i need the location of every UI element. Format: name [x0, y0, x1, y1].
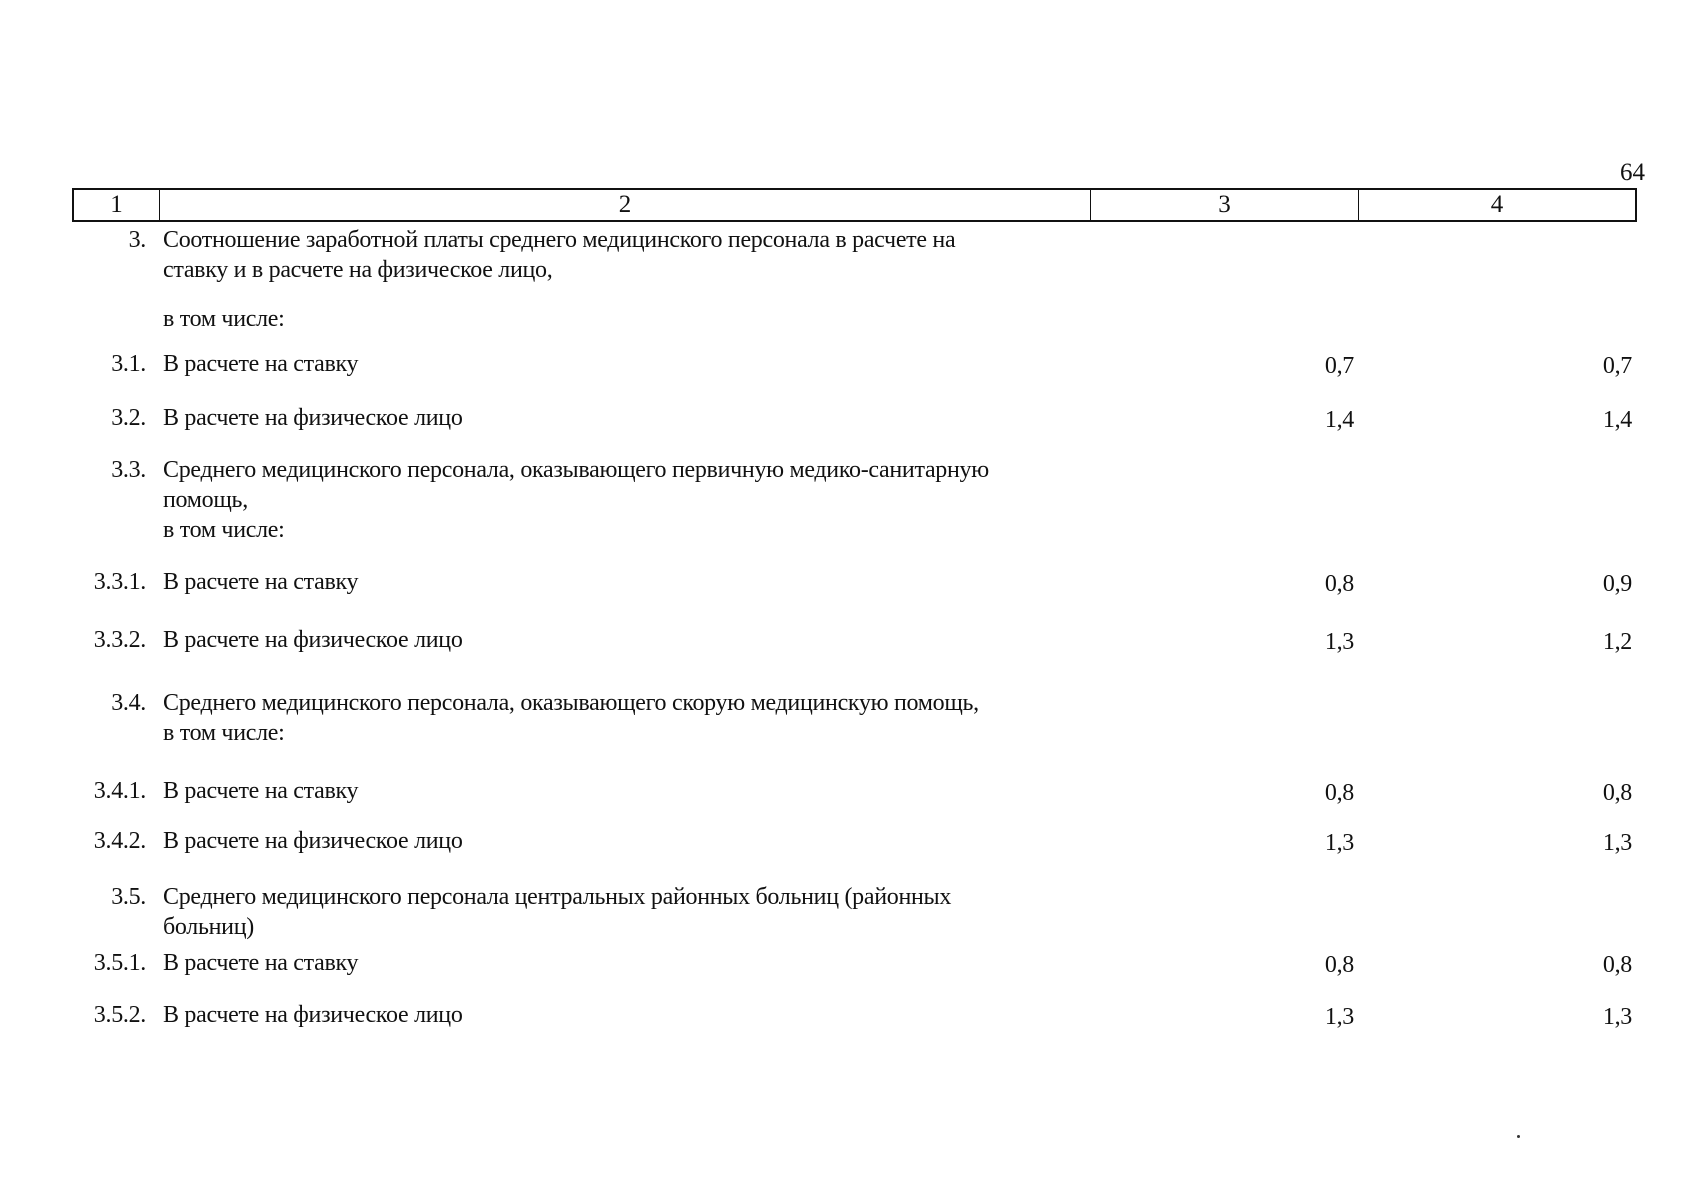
row-number: 3.4. — [111, 690, 146, 716]
value-col-4: 0,7 — [1602, 353, 1632, 379]
row-number: 3.2. — [111, 405, 146, 431]
row-text-line: Среднего медицинского персонала центральных районных больниц (районных — [163, 884, 952, 910]
row-number: 3.3.1. — [93, 569, 146, 595]
row-text-line: Среднего медицинского персонала, оказывающего первичную медико-санитарную — [163, 457, 989, 483]
row-text — [163, 776, 1093, 806]
value-col-4: 1,3 — [1602, 1004, 1632, 1030]
scan-speck — [1517, 1135, 1520, 1138]
row-number: 3.5.1. — [93, 950, 146, 976]
value-col-4: 0,9 — [1602, 571, 1632, 597]
row-text-line: ставку и в расчете на физическое лицо, — [163, 257, 553, 283]
row-number: 3.1. — [111, 351, 146, 377]
row-text-line: В расчете на ставку — [163, 778, 359, 804]
row-number: 3.4.2. — [93, 828, 146, 854]
value-col-3: 1,3 — [1324, 830, 1354, 856]
header-col-1: 1 — [74, 190, 160, 220]
row-number: 3.3. — [111, 457, 146, 483]
value-col-3: 0,7 — [1324, 353, 1354, 379]
row-text — [163, 304, 1093, 334]
value-col-3: 1,3 — [1324, 1004, 1354, 1030]
row-text — [163, 225, 1093, 285]
row-text-line: В расчете на физическое лицо — [163, 405, 463, 431]
row-text — [163, 948, 1093, 978]
value-col-4: 1,2 — [1602, 629, 1632, 655]
row-text — [163, 349, 1093, 379]
value-col-4: 1,4 — [1602, 407, 1632, 433]
row-text — [163, 567, 1093, 597]
row-text-line: В расчете на физическое лицо — [163, 828, 463, 854]
row-text-line: Соотношение заработной платы среднего медицинского персонала в расчете на — [163, 227, 956, 253]
row-text-line: В расчете на физическое лицо — [163, 1002, 463, 1028]
header-col-3: 3 — [1091, 190, 1359, 220]
table-header — [72, 188, 1637, 222]
row-text-line: в том числе: — [163, 720, 285, 746]
header-col-2: 2 — [160, 190, 1091, 220]
row-text-line: В расчете на физическое лицо — [163, 627, 463, 653]
row-number: 3. — [128, 227, 146, 253]
value-col-3: 0,8 — [1324, 780, 1354, 806]
value-col-4: 0,8 — [1602, 952, 1632, 978]
row-text — [163, 625, 1093, 655]
row-number: 3.3.2. — [93, 627, 146, 653]
row-text — [163, 826, 1093, 856]
row-text — [163, 688, 1093, 748]
row-text-line: В расчете на ставку — [163, 950, 359, 976]
value-col-3: 1,3 — [1324, 629, 1354, 655]
row-text — [163, 455, 1093, 545]
row-text — [163, 1000, 1093, 1030]
row-number: 3.5.2. — [93, 1002, 146, 1028]
row-number: 3.5. — [111, 884, 146, 910]
value-col-4: 1,3 — [1602, 830, 1632, 856]
row-text-line: больниц) — [163, 914, 254, 940]
row-text-line: в том числе: — [163, 306, 285, 332]
row-text-line: в том числе: — [163, 517, 285, 543]
row-text-line: Среднего медицинского персонала, оказывающего скорую медицинскую помощь, — [163, 690, 979, 716]
value-col-3: 0,8 — [1324, 952, 1354, 978]
value-col-4: 0,8 — [1602, 780, 1632, 806]
row-text — [163, 403, 1093, 433]
row-text — [163, 882, 1093, 942]
header-col-4: 4 — [1490, 191, 1504, 218]
row-number: 3.4.1. — [93, 778, 146, 804]
row-text-line: В расчете на ставку — [163, 569, 359, 595]
row-text-line: В расчете на ставку — [163, 351, 359, 377]
row-text-line: помощь, — [163, 487, 248, 513]
page-number: 64 — [1620, 159, 1645, 186]
value-col-3: 1,4 — [1324, 407, 1354, 433]
value-col-3: 0,8 — [1324, 571, 1354, 597]
